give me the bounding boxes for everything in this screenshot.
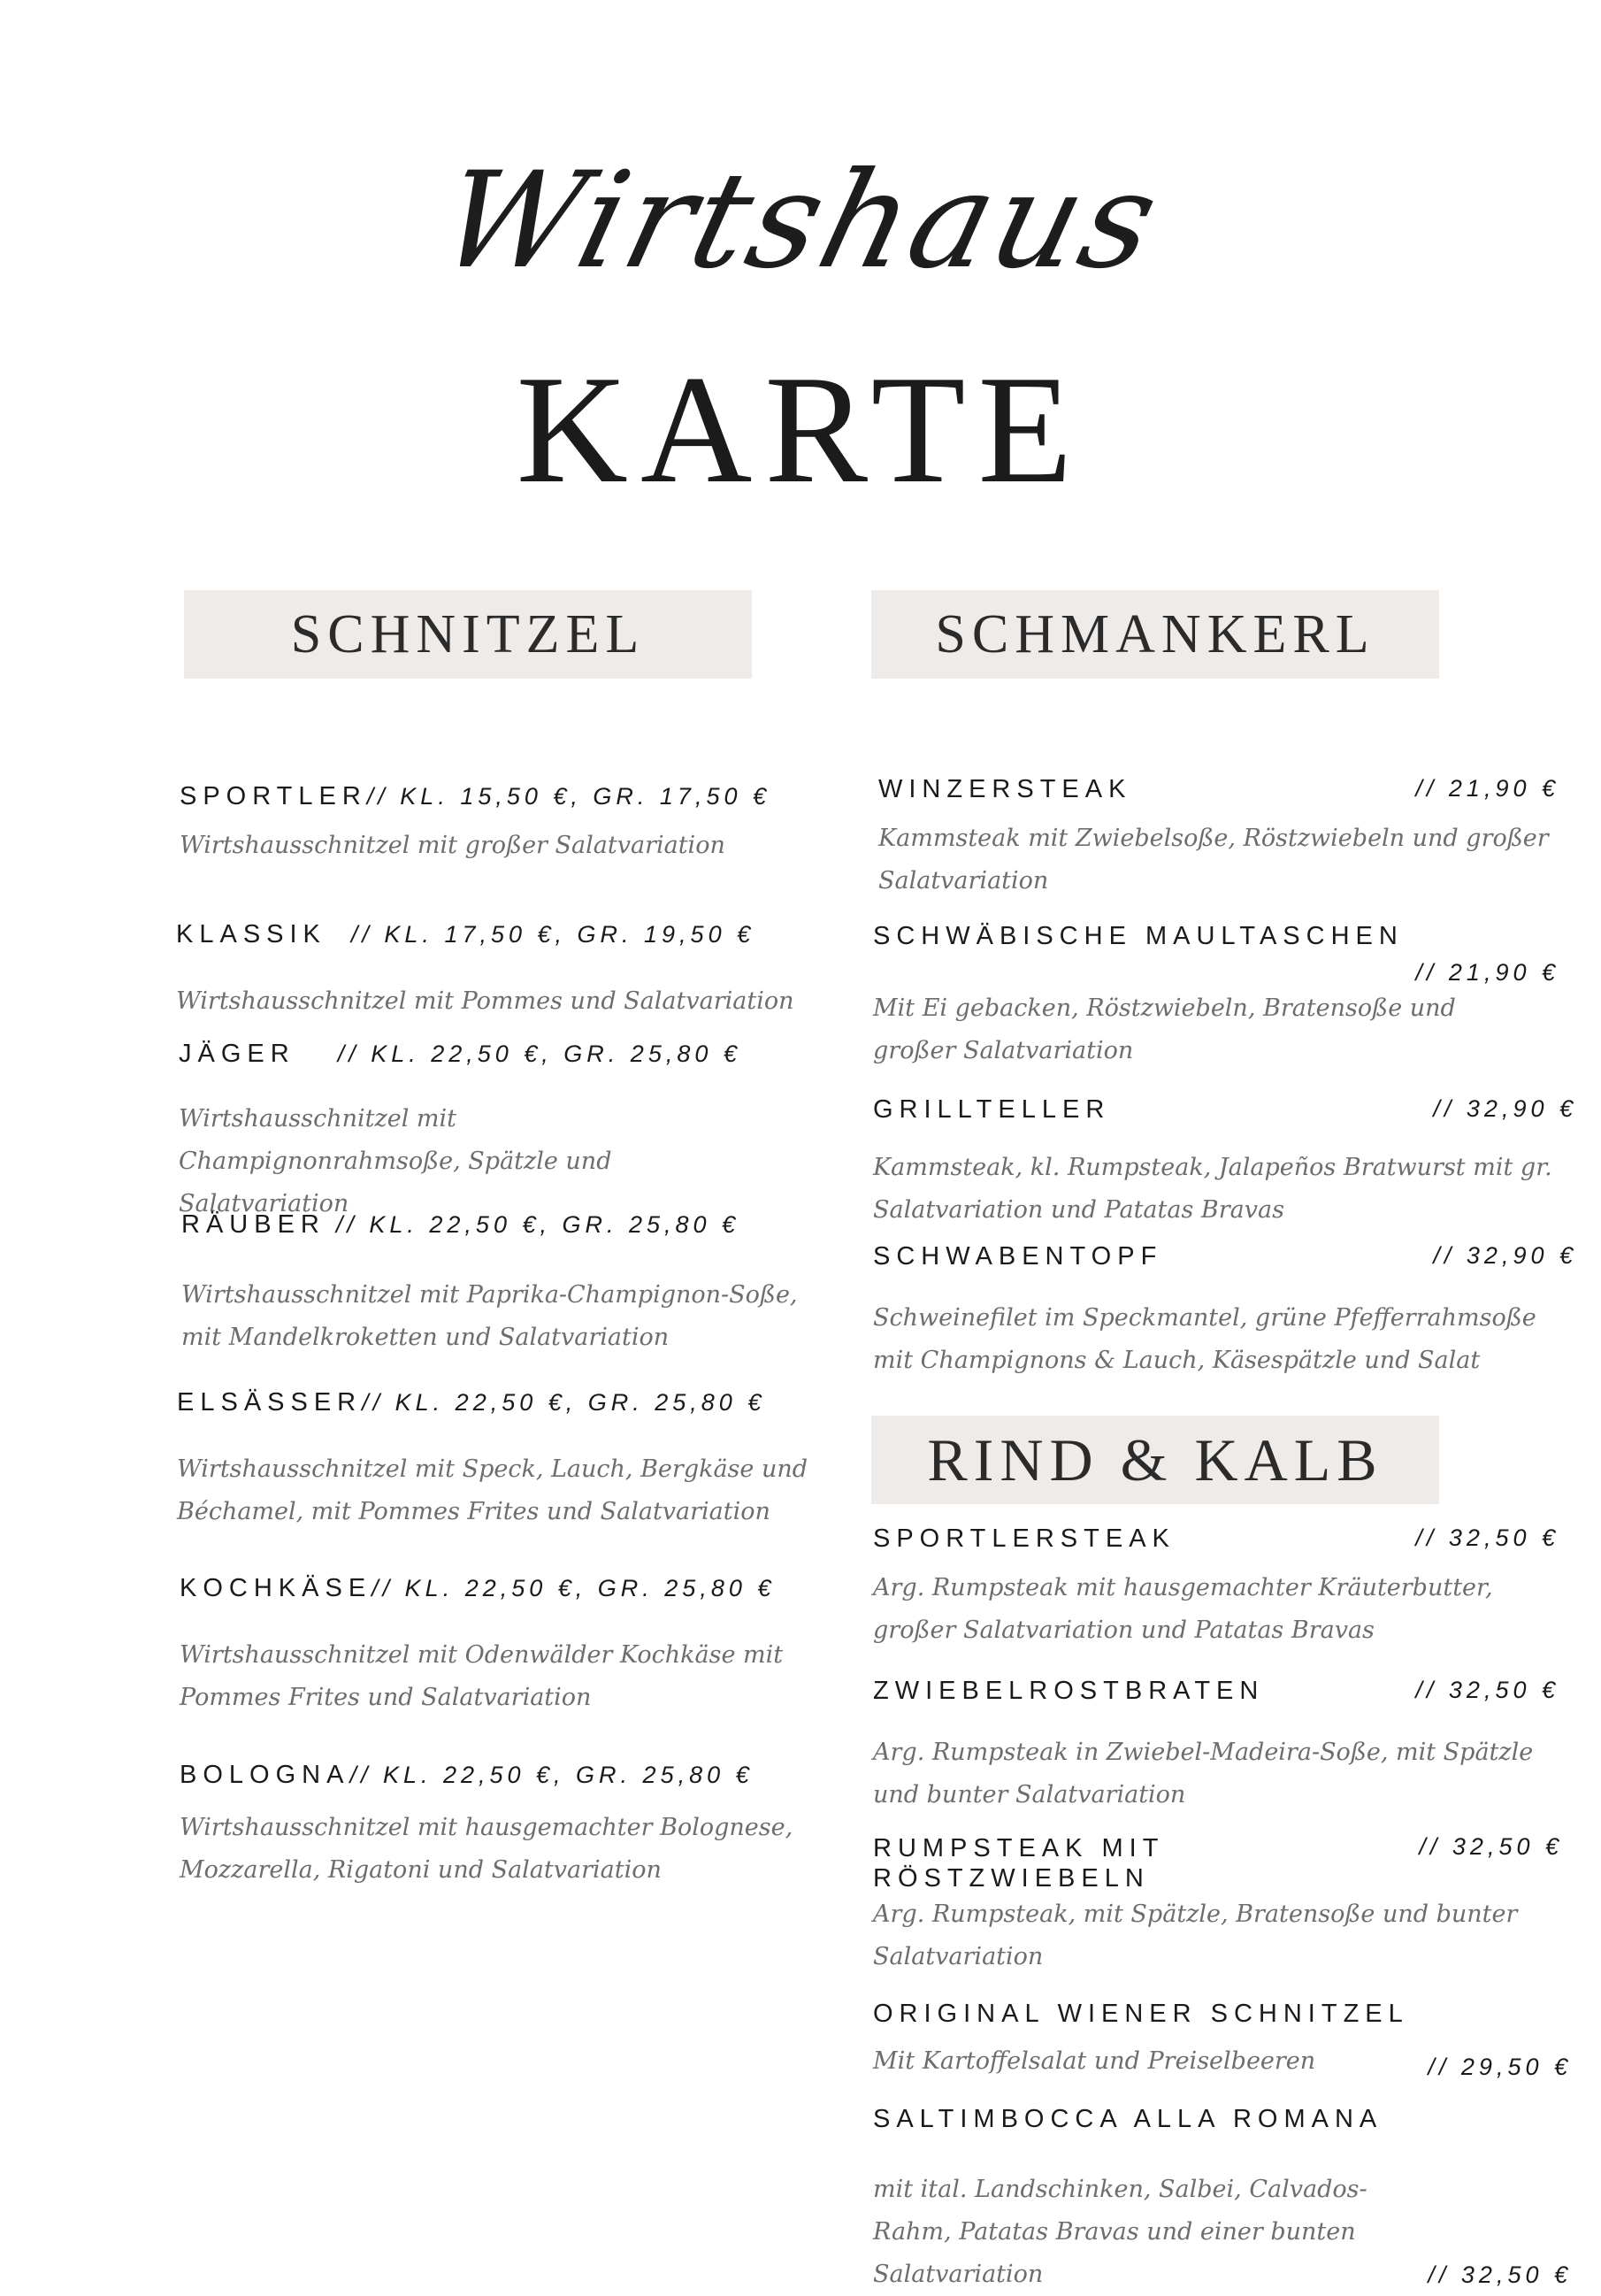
item-price: // KL. 22,50 €, GR. 25,80 € — [349, 1762, 754, 1788]
script-title: Wirtshaus — [425, 144, 1176, 298]
menu-item-winzersteak — [878, 775, 1559, 902]
menu-item-sportler — [180, 782, 852, 867]
item-description: Kammsteak mit Zwiebelsoße, Röstzwiebeln und großer Salatvariation — [878, 825, 1549, 895]
item-description — [873, 2040, 1572, 2083]
section-title-rind-kalb: RIND & KALB — [927, 1425, 1383, 1494]
item-name: SPORTLER — [180, 782, 367, 810]
item-name: ORIGINAL WIENER SCHNITZEL — [873, 2000, 1409, 2028]
item-price: // KL. 22,50 €, GR. 25,80 € — [337, 1040, 741, 1067]
item-description: Wirtshausschnitzel mit Champignonrahmsoße, Spätzle und Salatvariation — [179, 1105, 612, 1217]
item-name: ELSÄSSER — [177, 1388, 363, 1417]
item-price: // 32,90 € — [1433, 1242, 1577, 1269]
item-price: // 32,50 € — [1415, 1677, 1559, 1703]
item-name: GRILLTELLER — [873, 1095, 1111, 1124]
item-price: // KL. 22,50 €, GR. 25,80 € — [335, 1211, 740, 1238]
item-price: // 32,50 € — [1428, 2261, 1572, 2288]
section-header-schmankerl — [871, 590, 1439, 679]
item-price: // 21,90 € — [1415, 775, 1559, 802]
item-description: Wirtshausschnitzel mit Odenwälder Kochkäse mit Pommes Frites und Salatvariation — [180, 1641, 784, 1711]
menu-item-original-wiener-schnitzel — [873, 2000, 1572, 2083]
item-description: Wirtshausschnitzel mit großer Salatvariation — [180, 832, 725, 859]
menu-item-kochkaese — [180, 1574, 869, 1719]
menu-item-grillteller — [873, 1095, 1577, 1232]
item-price: // KL. 17,50 €, GR. 19,50 € — [350, 921, 755, 948]
item-price: // 29,50 € — [1428, 2054, 1572, 2080]
item-name: JÄGER — [179, 1040, 295, 1068]
item-name: WINZERSTEAK — [878, 775, 1132, 803]
item-description: Arg. Rumpsteak mit hausgemachter Kräuterbutter, großer Salatvariation und Patatas Bravas — [873, 1574, 1493, 1644]
menu-item-sportlersteak — [873, 1524, 1559, 1652]
item-description: Wirtshausschnitzel mit Speck, Lauch, Bergkäse und Béchamel, mit Pommes Frites und Salatvariation — [177, 1455, 808, 1525]
item-description: Wirtshausschnitzel mit hausgemachter Bolognese, Mozzarella, Rigatoni und Salatvariation — [180, 1814, 793, 1884]
section-header-schnitzel — [184, 590, 752, 679]
menu-item-zwiebelrostbraten — [873, 1677, 1559, 1816]
item-name: SCHWABENTOPF — [873, 1242, 1163, 1271]
item-description: Arg. Rumpsteak in Zwiebel-Madeira-Soße, mit Spätzle und bunter Salatvariation — [873, 1739, 1534, 1808]
item-description: mit ital. Landschinken, Salbei, Calvados-Rahm, Patatas Bravas und einer bunten Salatvariation — [873, 2176, 1367, 2288]
main-title: KARTE — [516, 343, 1085, 515]
item-description: Mit Ei gebacken, Röstzwiebeln, Bratensoße und großer Salatvariation — [873, 994, 1456, 1064]
item-name: RUMPSTEAK MIT RÖSTZWIEBELN — [873, 1834, 1164, 1893]
item-price: // KL. 22,50 €, GR. 25,80 € — [372, 1575, 776, 1601]
item-name: KLASSIK — [176, 920, 326, 948]
item-name: KOCHKÄSE — [180, 1574, 372, 1602]
item-description: Kammsteak, kl. Rumpsteak, Jalapeños Bratwurst mit gr. Salatvariation und Patatas Bravas — [873, 1154, 1552, 1224]
menu-item-klassik — [176, 920, 848, 1023]
menu-item-jaeger — [179, 1040, 851, 1225]
menu-item-bologna — [180, 1761, 869, 1892]
section-title-schnitzel: SCHNITZEL — [290, 603, 646, 664]
item-price: // 21,90 € — [1415, 959, 1559, 986]
section-title-schmankerl: SCHMANKERL — [935, 603, 1375, 664]
item-price: // KL. 15,50 €, GR. 17,50 € — [366, 783, 771, 810]
menu-item-schwabentopf — [873, 1242, 1577, 1382]
item-name: BOLOGNA — [180, 1761, 350, 1789]
item-description: Schweinefilet im Speckmantel, grüne Pfefferrahmsoße mit Champignons & Lauch, Käsespätzle und Salat — [873, 1304, 1536, 1374]
item-price: // 32,50 € — [1415, 1524, 1559, 1551]
menu-item-rumpsteak-mit-roestzwiebeln — [873, 1833, 1563, 1978]
section-header-rind-kalb — [871, 1416, 1439, 1504]
menu-item-saltimbocca-alla-romana — [873, 2105, 1572, 2296]
item-name: SALTIMBOCCA ALLA ROMANA — [873, 2105, 1383, 2133]
item-description: Wirtshausschnitzel mit Pommes und Salatvariation — [176, 987, 794, 1015]
item-price: // 32,50 € — [1419, 1833, 1563, 1860]
item-name: RÄUBER — [181, 1210, 326, 1239]
item-description-text: Mit Kartoffelsalat und Preiselbeeren — [873, 2047, 1316, 2075]
menu-item-elsaesser — [177, 1388, 849, 1533]
item-name: SPORTLERSTEAK — [873, 1524, 1176, 1553]
item-price: // KL. 22,50 €, GR. 25,80 € — [362, 1389, 766, 1416]
menu-item-raeuber — [181, 1210, 854, 1359]
item-price: // 32,90 € — [1433, 1095, 1577, 1122]
menu-item-schwaebische-maultaschen — [873, 922, 1559, 1072]
item-name: SCHWÄBISCHE MAULTASCHEN — [873, 922, 1404, 950]
item-description: Arg. Rumpsteak, mit Spätzle, Bratensoße und bunter Salatvariation — [873, 1901, 1518, 1970]
item-name: ZWIEBELROSTBRATEN — [873, 1677, 1265, 1705]
item-description: Wirtshausschnitzel mit Paprika-Champignon-Soße, mit Mandelkroketten und Salatvariation — [181, 1281, 798, 1351]
